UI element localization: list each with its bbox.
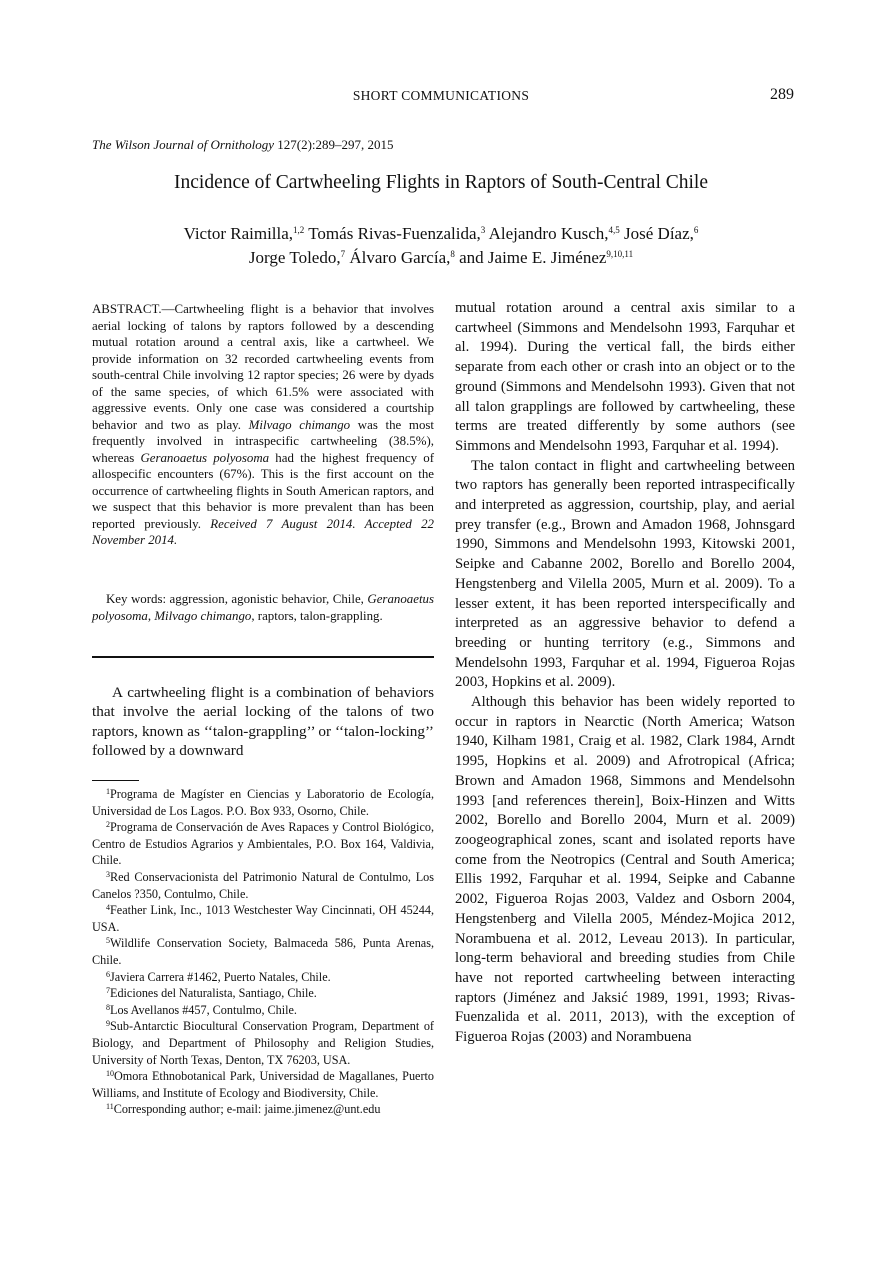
- body-paragraph: mutual rotation around a central axis similar to a cartwheel (Simmons and Mendelsohn 1993, Farquhar et al. 1994). During the vertical fall, the birds either separate from each other or crash into an object or to the ground (Simmons and Mendelsohn 1993). Given that not all talon grapplings are followed by cartwheeling, these terms are treated differently by some authors (see Simmons and Mendelsohn 1993, Farquhar et al. 1994).: [455, 300, 795, 454]
- intro-paragraph: [92, 683, 434, 760]
- abstract-text: [92, 301, 434, 549]
- footnote-number: 10: [106, 1069, 114, 1079]
- footnote-number: 11: [106, 1102, 114, 1112]
- keywords: [92, 591, 434, 624]
- abstract: [92, 301, 434, 549]
- footnote: [92, 786, 434, 819]
- footnote-number: 7: [106, 986, 110, 996]
- footnote-text: Javiera Carrera #1462, Puerto Natales, Chile.: [110, 969, 331, 984]
- footnote-text: Ediciones del Naturalista, Santiago, Chile.: [110, 986, 317, 1001]
- footnote-number: 1: [106, 787, 110, 796]
- citation-details: 127(2):289–297, 2015: [274, 137, 394, 152]
- page-number: 289: [770, 86, 794, 103]
- author-name: Jorge Toledo,: [248, 248, 341, 267]
- footnote: [92, 1018, 434, 1068]
- species-name: Geranoaetus polyosoma: [140, 450, 270, 465]
- footnote-number: 3: [106, 869, 110, 879]
- author-affiliation: 9,10,11: [606, 249, 634, 259]
- keywords-part: , raptors, talon-grappling.: [251, 608, 383, 623]
- footnote: [92, 985, 434, 1002]
- species-name: Milvago chimango: [248, 417, 351, 432]
- footnote-number: 2: [106, 820, 110, 830]
- footnote: [92, 969, 434, 986]
- body-paragraph: The talon contact in flight and cartwheeling between two raptors has generally been reported intraspecifically and interpreted as aggression, courtship, play, and aerial prey transfer (e.g., Brown and Amadon 1968, Johnsgard 1990, Simmons and Mendelsohn 1993, Kitowski 2001, Seipke and Cabanne 2002, Borello and Borello 2004, Hengstenberg and Vilella 2005, Murn et al. 2009). To a lesser extent, it has been reported interspecifically and interpreted as an aggressive behavior to defend a breeding or hunting territory (e.g., Simmons and Mendelsohn 1993, Farquhar et al. 1994, Figueroa Rojas 2003, Hopkins et al. 2009).: [455, 457, 795, 691]
- author-name: Tomás Rivas-Fuenzalida,: [304, 224, 481, 243]
- author-affiliation: 6: [693, 225, 699, 235]
- article-title: Incidence of Cartwheeling Flights in Raptors of South-Central Chile: [174, 172, 708, 193]
- footnote: [92, 935, 434, 968]
- author-name: and Jaime E. Jiménez: [454, 248, 607, 267]
- footnote: [92, 902, 434, 935]
- footnote-text: Wildlife Conservation Society, Balmaceda 586, Punta Arenas, Chile.: [92, 936, 434, 967]
- footnotes: [92, 786, 434, 1118]
- author-name: Álvaro García,: [345, 248, 451, 267]
- footnote: [92, 1101, 434, 1118]
- right-column-body: [455, 299, 795, 1048]
- footnote-divider: [92, 780, 139, 781]
- keywords-part: Key words: aggression, agonistic behavior, Chile,: [106, 592, 368, 606]
- footnote-number: 5: [106, 936, 110, 946]
- footnote: [92, 1002, 434, 1019]
- author-affiliation: 8: [450, 249, 455, 259]
- author-affiliation: 1,2: [293, 225, 305, 235]
- keywords-text: [92, 591, 434, 624]
- journal-citation: [92, 137, 394, 153]
- section-divider: [92, 656, 434, 658]
- species-name: Geranoaetus polyosoma: [92, 592, 434, 623]
- footnote-number: 6: [106, 969, 110, 979]
- keywords-part: ,: [147, 608, 155, 623]
- author-list: [90, 222, 792, 270]
- footnote: [92, 819, 434, 869]
- footnote-number: 8: [106, 1002, 110, 1012]
- footnote-text: Sub-Antarctic Biocultural Conservation Program, Department of Biology, and Department of Philosophy and Religion Studies, University of North Texas, Denton, TX 76203, USA.: [92, 1019, 434, 1067]
- footnote-text: Programa de Conservación de Aves Rapaces y Control Biológico, Centro de Estudios Agrarios y Ambientales, P.O. Box 164, Valdivia, Chile.: [92, 820, 434, 868]
- author-name: Victor Raimilla,: [183, 224, 294, 243]
- received-dates: Received 7 August 2014. Accepted 22 November 2014.: [92, 516, 434, 547]
- running-head: SHORT COMMUNICATIONS: [352, 88, 530, 103]
- footnote-text: Omora Ethnobotanical Park, Universidad de Magallanes, Puerto Williams, and Institute of Ecology and Biodiversity, Chile.: [92, 1069, 434, 1100]
- footnote-number: 4: [106, 903, 110, 913]
- footnote-text: Programa de Magíster en Ciencias y Laboratorio de Ecología, Universidad de Los Lagos. P.O. Box 933, Osorno, Chile.: [92, 787, 434, 818]
- author-name: Alejandro Kusch,: [485, 224, 609, 243]
- author-affiliation: 7: [340, 249, 346, 259]
- footnote: [92, 1068, 434, 1101]
- footnote-number: 9: [106, 1019, 110, 1029]
- footnote-text: Corresponding author; e-mail: jaime.jimenez@unt.edu: [113, 1102, 381, 1117]
- abstract-part: ABSTRACT.—Cartwheeling flight is a behavior that involves aerial locking of talons by raptors followed by a descending mutual rotation around a central axis, like a cartwheel. We provide information on 32 recorded cartwheeling events from south-central Chile involving 12 raptor species; 26 were by dyads of the same species, of which 61.5% were associated with aggressive events. Only one case was considered a courtship behavior and two as play.: [92, 302, 434, 432]
- journal-name: The Wilson Journal of Ornithology: [92, 137, 274, 152]
- author-affiliation: 4,5: [608, 225, 620, 235]
- intro-text: A cartwheeling flight is a combination of behaviors that involve the aerial locking of the talons of two raptors, known as ‘‘talon-grappling’’ or ‘‘talon-locking’’ followed by a downward: [92, 684, 434, 759]
- species-name: Milvago chimango: [154, 608, 252, 623]
- footnote: [92, 869, 434, 902]
- author-affiliation: 3: [480, 225, 486, 235]
- abstract-part: was the most frequently involved in intraspecific cartwheeling (38.5%), whereas: [92, 417, 434, 465]
- footnote-text: Los Avellanos #457, Contulmo, Chile.: [110, 1002, 297, 1017]
- body-paragraph: Although this behavior has been widely reported to occur in raptors in Nearctic (North America; Watson 1940, Kilham 1981, Craig et al. 1982, Clark 1984, Arndt 1995, Hopkins et al. 2009) and Afrotropical (Africa; Brown and Amadon 1968, Simmons and Mendelsohn 1993 [and references therein], Boix-Hinzen and Witts 2002, Borello and Borello 2004, Murn et al. 2009) zoogeographical zones, scant and isolated reports have come from the Neotropics (Central and South America; Ellis 1992, Farquhar et al. 1994, Seipke and Cabanne 2002, Figueroa Rojas 2003, Valdez and Osborn 2004, Hengstenberg and Vilella 2005, Méndez-Mojica 2012, Norambuena et al. 2012, Leveau 2013). In particular, long-term behavioral and breeding studies from Chile have not reported cartwheeling between interacting raptors (Jiménez and Jaksić 1989, 1991, 1993; Rivas-Fuenzalida et al. 2011, 2013), with the exception of Figueroa Rojas (2003) and Norambuena: [455, 694, 795, 1046]
- abstract-part: had the highest frequency of allospecific encounters (67%). This is the first account on the occurrence of cartwheeling flights in South American raptors, and we suspect that this behavior is more prevalent than has been reported previously.: [92, 450, 434, 531]
- footnote-text: Feather Link, Inc., 1013 Westchester Way Cincinnati, OH 45244, USA.: [92, 903, 434, 934]
- author-name: José Díaz,: [619, 224, 694, 243]
- footnote-text: Red Conservacionista del Patrimonio Natural de Contulmo, Los Canelos ?350, Contulmo, Chile.: [92, 869, 434, 901]
